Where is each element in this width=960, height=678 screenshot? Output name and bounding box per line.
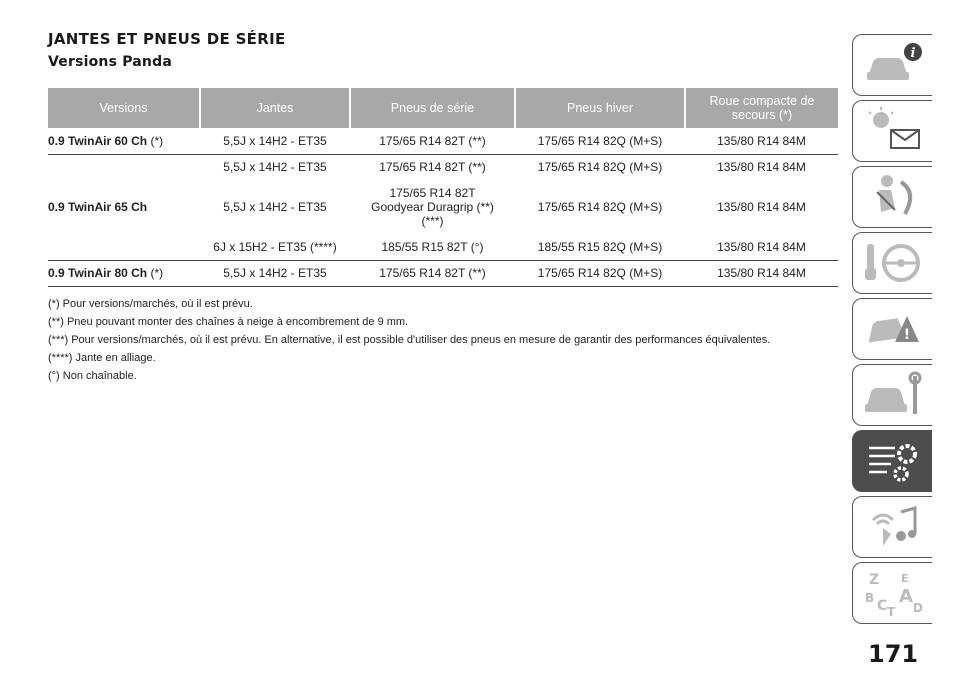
tab-emergency[interactable] [852,298,932,360]
secours-cell: 135/80 R14 84M [685,234,838,260]
svg-text:Z: Z [868,572,879,588]
page-subtitle: Versions Panda [48,54,172,70]
version-cell: 0.9 TwinAir 65 Ch [48,154,200,260]
footnotes [48,295,770,385]
tab-multimedia[interactable] [852,496,932,558]
tab-technical-data[interactable] [852,430,932,492]
secours-cell: 135/80 R14 84M [685,260,838,286]
jante-cell: 5,5J x 14H2 - ET35 [200,128,350,154]
pneu-cell: 175/65 R14 82T Goodyear Duragrip (**) (***) [371,186,494,228]
jante-cell: 6J x 15H2 - ET35 (****) [200,234,350,260]
header-jantes: Jantes [200,88,350,128]
table-row [48,260,838,286]
svg-text:B: B [864,591,874,605]
key-steering-wheel-icon [861,238,925,288]
footnote: (°) Non chaînable. [48,370,137,382]
svg-text:E: E [900,572,909,585]
footnote: (**) Pneu pouvant monter des chaînes à neige à encombrement de 9 mm. [48,316,409,328]
dashboard-lights-icon [861,106,925,156]
footnote: (****) Jante en alliage. [48,352,156,364]
jante-cell: 5,5J x 14H2 - ET35 [200,260,350,286]
secours-cell: 135/80 R14 84M [685,128,838,154]
svg-text:i: i [910,46,915,61]
hiver-cell: 175/65 R14 82Q (M+S) [515,260,685,286]
table-row [48,128,838,154]
footnote: (***) Pour versions/marchés, où il est prévu. En alternative, il est possible d'utiliser des pneus en mesure de garantir des performances équivalentes. [48,334,771,346]
hiver-cell: 175/65 R14 82Q (M+S) [537,200,663,214]
svg-text:T: T [886,605,895,618]
version-cell: 0.9 TwinAir 60 Ch (*) [48,128,200,154]
hiver-cell: 175/65 R14 82Q (M+S) [537,160,663,175]
pneu-cell: 175/65 R14 82T (**) [350,260,515,286]
header-roue-secours: Roue compacte de secours (*) [685,88,838,128]
tyre-spec-table [48,88,838,287]
table-header-row [48,88,838,128]
pneu-cell: 175/65 R14 82T (**) [379,160,486,175]
jante-cell: 5,5J x 14H2 - ET35 [223,160,327,175]
svg-text:!: ! [903,327,910,343]
header-pneus-serie: Pneus de série [350,88,515,128]
tab-safety[interactable] [852,166,932,228]
multimedia-icon [861,502,925,552]
pneu-cell: 185/55 R15 82T (°) [350,234,515,260]
pneu-cell: 175/65 R14 82T (**) [350,128,515,154]
svg-text:C: C [876,598,887,614]
secours-cell: 135/80 R14 84M [717,200,806,214]
car-info-icon [861,40,925,90]
tab-starting-driving[interactable] [852,232,932,294]
header-versions: Versions [48,88,200,128]
version-cell: 0.9 TwinAir 80 Ch (*) [48,260,200,286]
page-title: JANTES ET PNEUS DE SÉRIE [48,30,286,48]
technical-data-icon [861,436,925,486]
header-pneus-hiver: Pneus hiver [515,88,685,128]
jante-cell: 5,5J x 14H2 - ET35 [223,200,327,214]
tab-car-info[interactable] [852,34,932,96]
safety-seat-icon [861,172,925,222]
hiver-cell: 185/55 R15 82Q (M+S) [515,234,685,260]
emergency-car-icon [861,304,925,354]
svg-text:D: D [912,601,923,615]
footnote: (*) Pour versions/marchés, où il est prévu. [48,298,253,310]
alphabetical-index-icon [861,568,925,618]
secours-cell: 135/80 R14 84M [717,160,806,175]
hiver-cell: 175/65 R14 82Q (M+S) [515,128,685,154]
page-number: 171 [868,640,919,668]
car-maintenance-icon [861,370,925,420]
tab-dashboard-lights[interactable] [852,100,932,162]
tab-index[interactable] [852,562,932,624]
svg-text:A: A [898,586,913,607]
tab-maintenance[interactable] [852,364,932,426]
table-row [48,154,838,180]
